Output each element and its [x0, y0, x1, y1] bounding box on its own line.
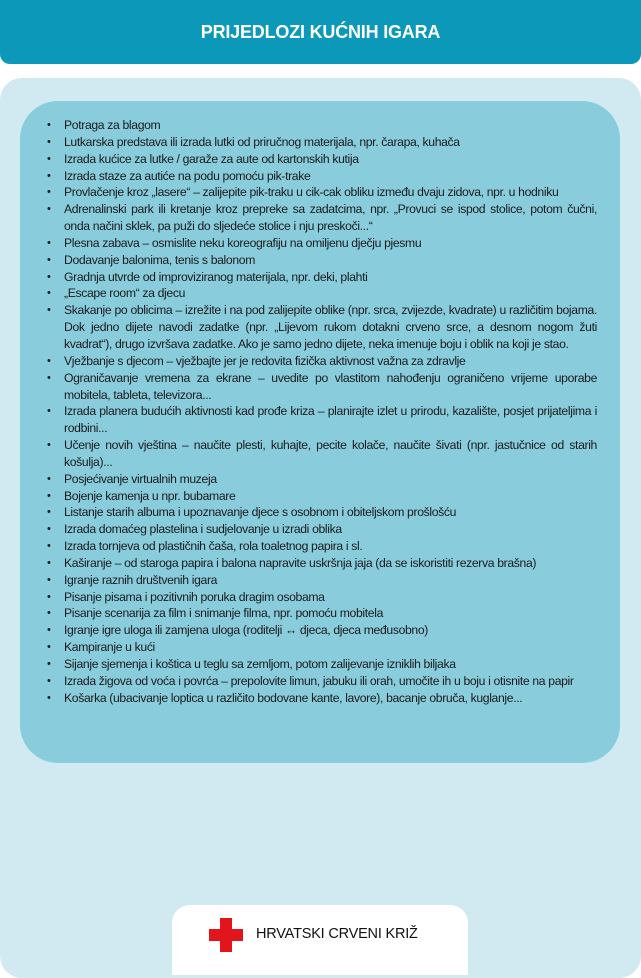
list-item: • Izrada planera budućih aktivnosti kad prođe kriza – planirajte izlet u prirodu, kazalište, posjet prijateljima i rodbini... — [64, 403, 597, 437]
list-item: • Izrada tornjeva od plastičnih čaša, rola toaletnog papira i sl. — [64, 538, 597, 555]
list-item: • Gradnja utvrde od improviziranog materijala, npr. deki, plahti — [64, 269, 597, 286]
list-item: • Bojenje kamenja u npr. bubamare — [64, 488, 597, 505]
list-item: • Skakanje po oblicima – izrežite i na pod zalijepite oblike (npr. srca, zvijezde, kvadrate) u različitim bojama. Dok jedno dijete navodi zadatke (npr. „Lijevom rukom dotakni crveno srce, a desnom nogom žuti kvadrat“), drugo izvršava zadatke. Ako je samo jedno dijete, neka imenuje boju i oblik na koji je stao. — [64, 302, 597, 353]
list-item: • Potraga za blagom — [64, 117, 597, 134]
list-item: • Vježbanje s djecom – vježbajte jer je redovita fizička aktivnost važna za zdravlje — [64, 353, 597, 370]
list-item: • „Escape room“ za djecu — [64, 285, 597, 302]
list-item: • Adrenalinski park ili kretanje kroz prepreke sa zadatcima, npr. „Provuci se ispod stolice, potom čučni, onda načini sklek, pa puži do sljedeće stolice i nju preskoči...“ — [64, 201, 597, 235]
list-item: • Provlačenje kroz „lasere“ – zalijepite pik-traku u cik-cak obliku između dvaju zidova, npr. u hodniku — [64, 184, 597, 201]
list-item: • Učenje novih vještina – naučite plesti, kuhajte, pecite kolače, naučite šivati (npr. jastučnice od starih košulja)... — [64, 437, 597, 471]
list-item: • Izrada žigova od voća i povrća – prepolovite limun, jabuku ili orah, umočite ih u boju i otisnite na papir — [64, 673, 597, 690]
list-item: • Lutkarska predstava ili izrada lutki od priručnog materijala, npr. čarapa, kuhača — [64, 134, 597, 151]
list-item: • Listanje starih albuma i upoznavanje djece s osobnom i obiteljskom prošlošću — [64, 504, 597, 521]
list-item: • Kaširanje – od staroga papira i balona napravite uskršnja jaja (da se iskoristiti rezerva brašna) — [64, 555, 597, 572]
page-title: PRIJEDLOZI KUĆNIH IGARA — [200, 21, 441, 42]
list-item: • Izrada domaćeg plastelina i sudjelovanje u izradi oblika — [64, 521, 597, 538]
red-cross-icon — [209, 918, 243, 952]
organization-name: HRVATSKI CRVENI KRIŽ — [256, 926, 418, 942]
list-item: • Kampiranje u kući — [64, 639, 597, 656]
list-item: • Košarka (ubacivanje loptica u različito bodovane kante, lavore), bacanje obruča, kuglanje... — [64, 690, 597, 707]
list-item: • Dodavanje balonima, tenis s balonom — [64, 252, 597, 269]
list-item: • Igranje raznih društvenih igara — [64, 572, 597, 589]
list-item: • Sijanje sjemenja i koštica u teglu sa zemljom, potom zalijevanje izniklih biljaka — [64, 656, 597, 673]
list-item: • Igranje igre uloga ili zamjena uloga (roditelji ↔ djeca, djeca međusobno) — [64, 622, 597, 639]
list-item: • Pisanje pisama i pozitivnih poruka dragim osobama — [64, 589, 597, 606]
suggestions-list — [20, 117, 620, 707]
footer-logo-tab — [172, 905, 468, 975]
header-banner — [0, 0, 641, 64]
list-item: • Pisanje scenarija za film i snimanje filma, npr. pomoću mobitela — [64, 605, 597, 622]
list-item: • Izrada kućice za lutke / garaže za aute od kartonskih kutija — [64, 151, 597, 168]
list-item: • Plesna zabava – osmislite neku koreografiju na omiljenu dječju pjesmu — [64, 235, 597, 252]
list-item: • Ograničavanje vremena za ekrane – uvedite po vlastitom nahođenju ograničeno vrijeme uporabe mobitela, tableta, televizora... — [64, 370, 597, 404]
suggestions-panel — [20, 101, 620, 763]
list-item: • Izrada staze za autiće na podu pomoću pik-trake — [64, 168, 597, 185]
list-item: • Posjećivanje virtualnih muzeja — [64, 471, 597, 488]
